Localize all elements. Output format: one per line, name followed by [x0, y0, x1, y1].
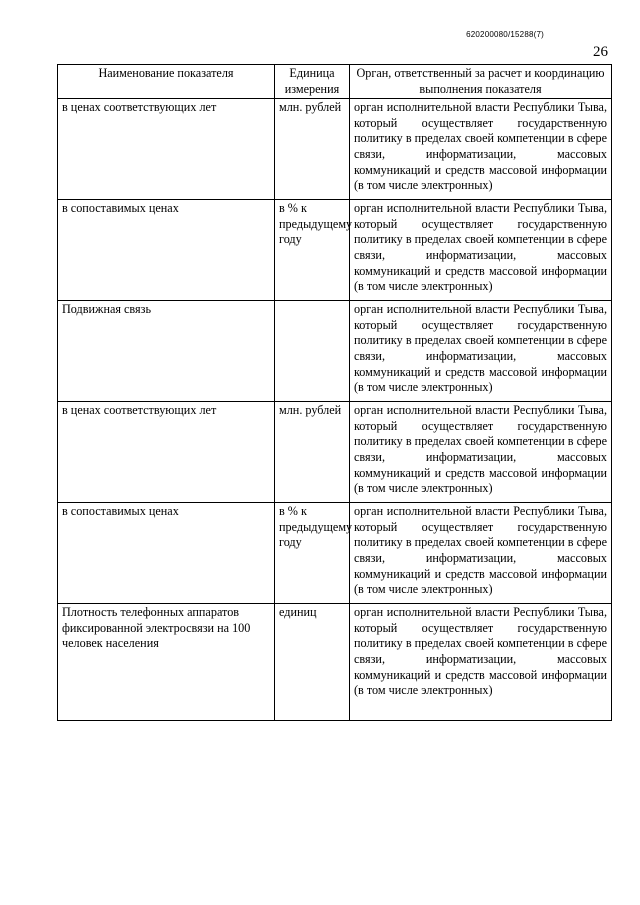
indicator-name: в ценах соответствующих лет [58, 402, 275, 503]
indicators-table [57, 64, 612, 721]
indicator-name: в сопоставимых ценах [58, 200, 275, 301]
column-header-name: Наименование показателя [58, 65, 275, 99]
table-row [58, 200, 612, 301]
responsible-organ: орган исполнительной власти Республики Тыва, который осуществляет государственную политику в пределах своей компетенции в сфере связи, информатизации, массовых коммуникаций и средств массовой информации (в том числе электронных) [350, 200, 612, 301]
unit-of-measure: единиц [275, 604, 350, 721]
unit-of-measure: в % к предыдущему году [275, 200, 350, 301]
table-row [58, 99, 612, 200]
document-code: 620200080/15288(7) [466, 30, 544, 39]
table-header-row [58, 65, 612, 99]
unit-of-measure: в % к предыдущему году [275, 503, 350, 604]
table-row [58, 402, 612, 503]
unit-of-measure [275, 301, 350, 402]
responsible-organ: орган исполнительной власти Республики Тыва, который осуществляет государственную политику в пределах своей компетенции в сфере связи, информатизации, массовых коммуникаций и средств массовой информации (в том числе электронных) [350, 604, 612, 721]
table-row [58, 503, 612, 604]
indicator-name: в сопоставимых ценах [58, 503, 275, 604]
column-header-unit: Единица измерения [275, 65, 350, 99]
unit-of-measure: млн. рублей [275, 99, 350, 200]
column-header-organ: Орган, ответственный за расчет и координацию выполнения показателя [350, 65, 612, 99]
responsible-organ: орган исполнительной власти Республики Тыва, который осуществляет государственную политику в пределах своей компетенции в сфере связи, информатизации, массовых коммуникаций и средств массовой информации (в том числе электронных) [350, 99, 612, 200]
responsible-organ: орган исполнительной власти Республики Тыва, который осуществляет государственную политику в пределах своей компетенции в сфере связи, информатизации, массовых коммуникаций и средств массовой информации (в том числе электронных) [350, 503, 612, 604]
unit-of-measure: млн. рублей [275, 402, 350, 503]
responsible-organ: орган исполнительной власти Республики Тыва, который осуществляет государственную политику в пределах своей компетенции в сфере связи, информатизации, массовых коммуникаций и средств массовой информации (в том числе электронных) [350, 301, 612, 402]
page-number: 26 [593, 44, 608, 60]
table-row [58, 604, 612, 721]
indicator-name: Плотность телефонных аппаратов фиксированной электросвязи на 100 человек населения [58, 604, 275, 721]
table-row [58, 301, 612, 402]
indicator-name: Подвижная связь [58, 301, 275, 402]
indicator-name: в ценах соответствующих лет [58, 99, 275, 200]
responsible-organ: орган исполнительной власти Республики Тыва, который осуществляет государственную политику в пределах своей компетенции в сфере связи, информатизации, массовых коммуникаций и средств массовой информации (в том числе электронных) [350, 402, 612, 503]
